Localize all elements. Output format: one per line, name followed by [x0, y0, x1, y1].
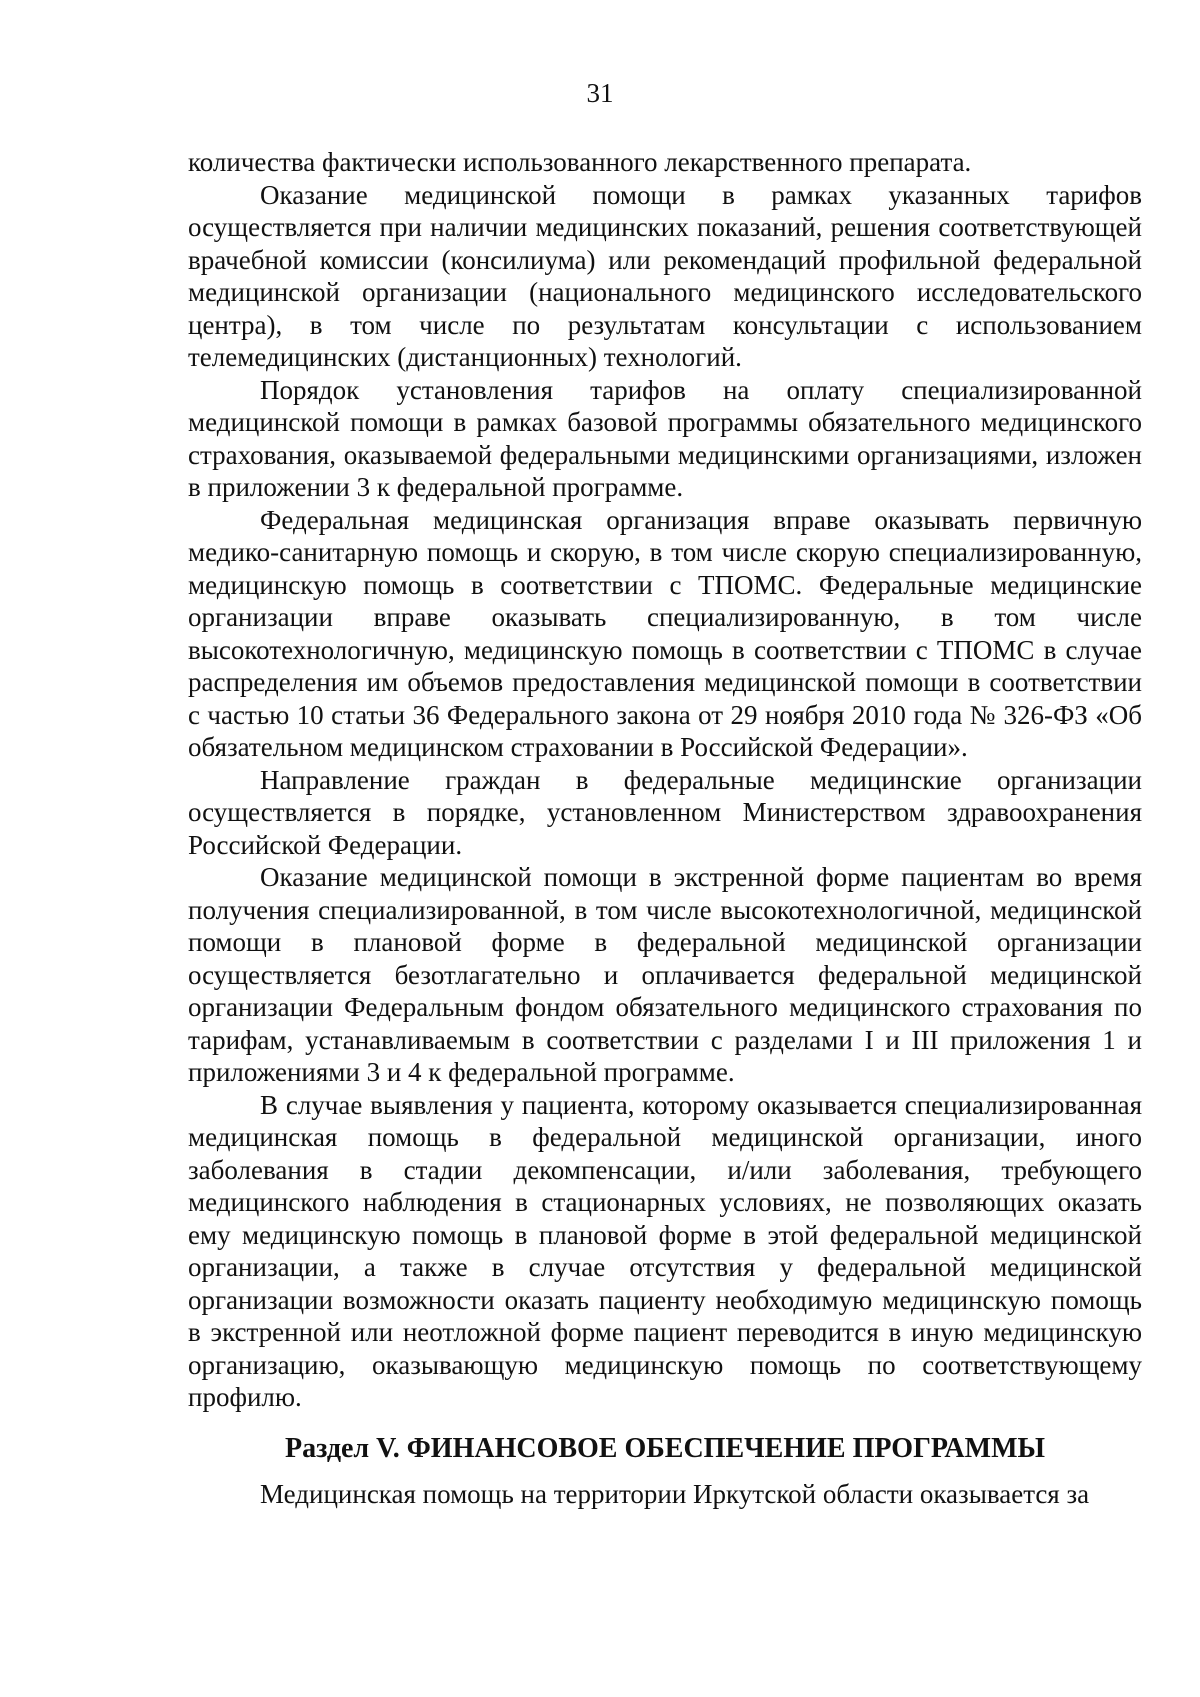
paragraph-emergency-care: Оказание медицинской помощи в экстренной форме пациентам во время получения специализированной, в том числе высокотехнологичной, медицинской помощи в плановой форме в федеральной медицинской организации осуществляется безотлагательно и оплачивается федеральной медицинской организации Федеральным фондом обязательного медицинского страхования по тарифам, устанавливаемым в соответствии с разделами I и III приложения 1 и приложениями 3 и 4 к федеральной программе. — [188, 862, 1142, 1087]
paragraph-tariff-procedure: Порядок установления тарифов на оплату специализированной медицинской помощи в рамках базовой программы обязательного медицинского страхования, оказываемой федеральными медицинскими организациями, изложен в приложении 3 к федеральной программе. — [188, 374, 1142, 502]
paragraph-continuation: количества фактически использованного лекарственного препарата. — [188, 147, 972, 177]
paragraph-tariffs: Оказание медицинской помощи в рамках указанных тарифов осуществляется при наличии медицинских показаний, решения соответствующей врачебной комиссии (консилиума) или рекомендаций профильной федеральной медицинской организации (национального медицинского исследовательского центра), в том числе по результатам консультации с использованием телемедицинских (дистанционных) технологий. — [188, 179, 1142, 372]
paragraph-patient-transfer: В случае выявления у пациента, которому оказывается специализированная медицинская помощь в федеральной медицинской организации, иного заболевания в стадии декомпенсации, и/или заболевания, требующего медицинского наблюдения в стационарных условиях, не позволяющих оказать ему медицинскую помощь в плановой форме в этой федеральной медицинской организации, а также в случае отсутствия у федеральной медицинской организации возможности оказать пациенту необходимую медицинскую помощь в экстренной или неотложной форме пациент переводится в иную медицинскую организацию, оказывающую медицинскую помощь по соответствующему профилю. — [188, 1089, 1142, 1412]
page-number: 31 — [586, 78, 614, 108]
paragraph-section-start: Медицинская помощь на территории Иркутской области оказывается за — [260, 1478, 1090, 1509]
paragraph-referral: Направление граждан в федеральные медицинские организации осуществляется в порядке, установленном Министерством здравоохранения Российской Федерации. — [188, 764, 1142, 860]
section-heading: Раздел V. ФИНАНСОВОЕ ОБЕСПЕЧЕНИЕ ПРОГРАММЫ — [284, 1432, 1045, 1464]
document-body — [188, 146, 1142, 1510]
paragraph-federal-organizations: Федеральная медицинская организация вправе оказывать первичную медико-санитарную помощь и скорую, в том числе скорую специализированную, медицинскую помощь в соответствии с ТПОМС. Федеральные медицинские организации вправе оказывать специализированную, в том числе высокотехнологичную, медицинскую помощь в соответствии с ТПОМС в случае распределения им объемов предоставления медицинской помощи в соответствии с частью 10 статьи 36 Федерального закона от 29 ноября 2010 года № 326-ФЗ «Об обязательном медицинском страховании в Российской Федерации». — [188, 504, 1142, 762]
